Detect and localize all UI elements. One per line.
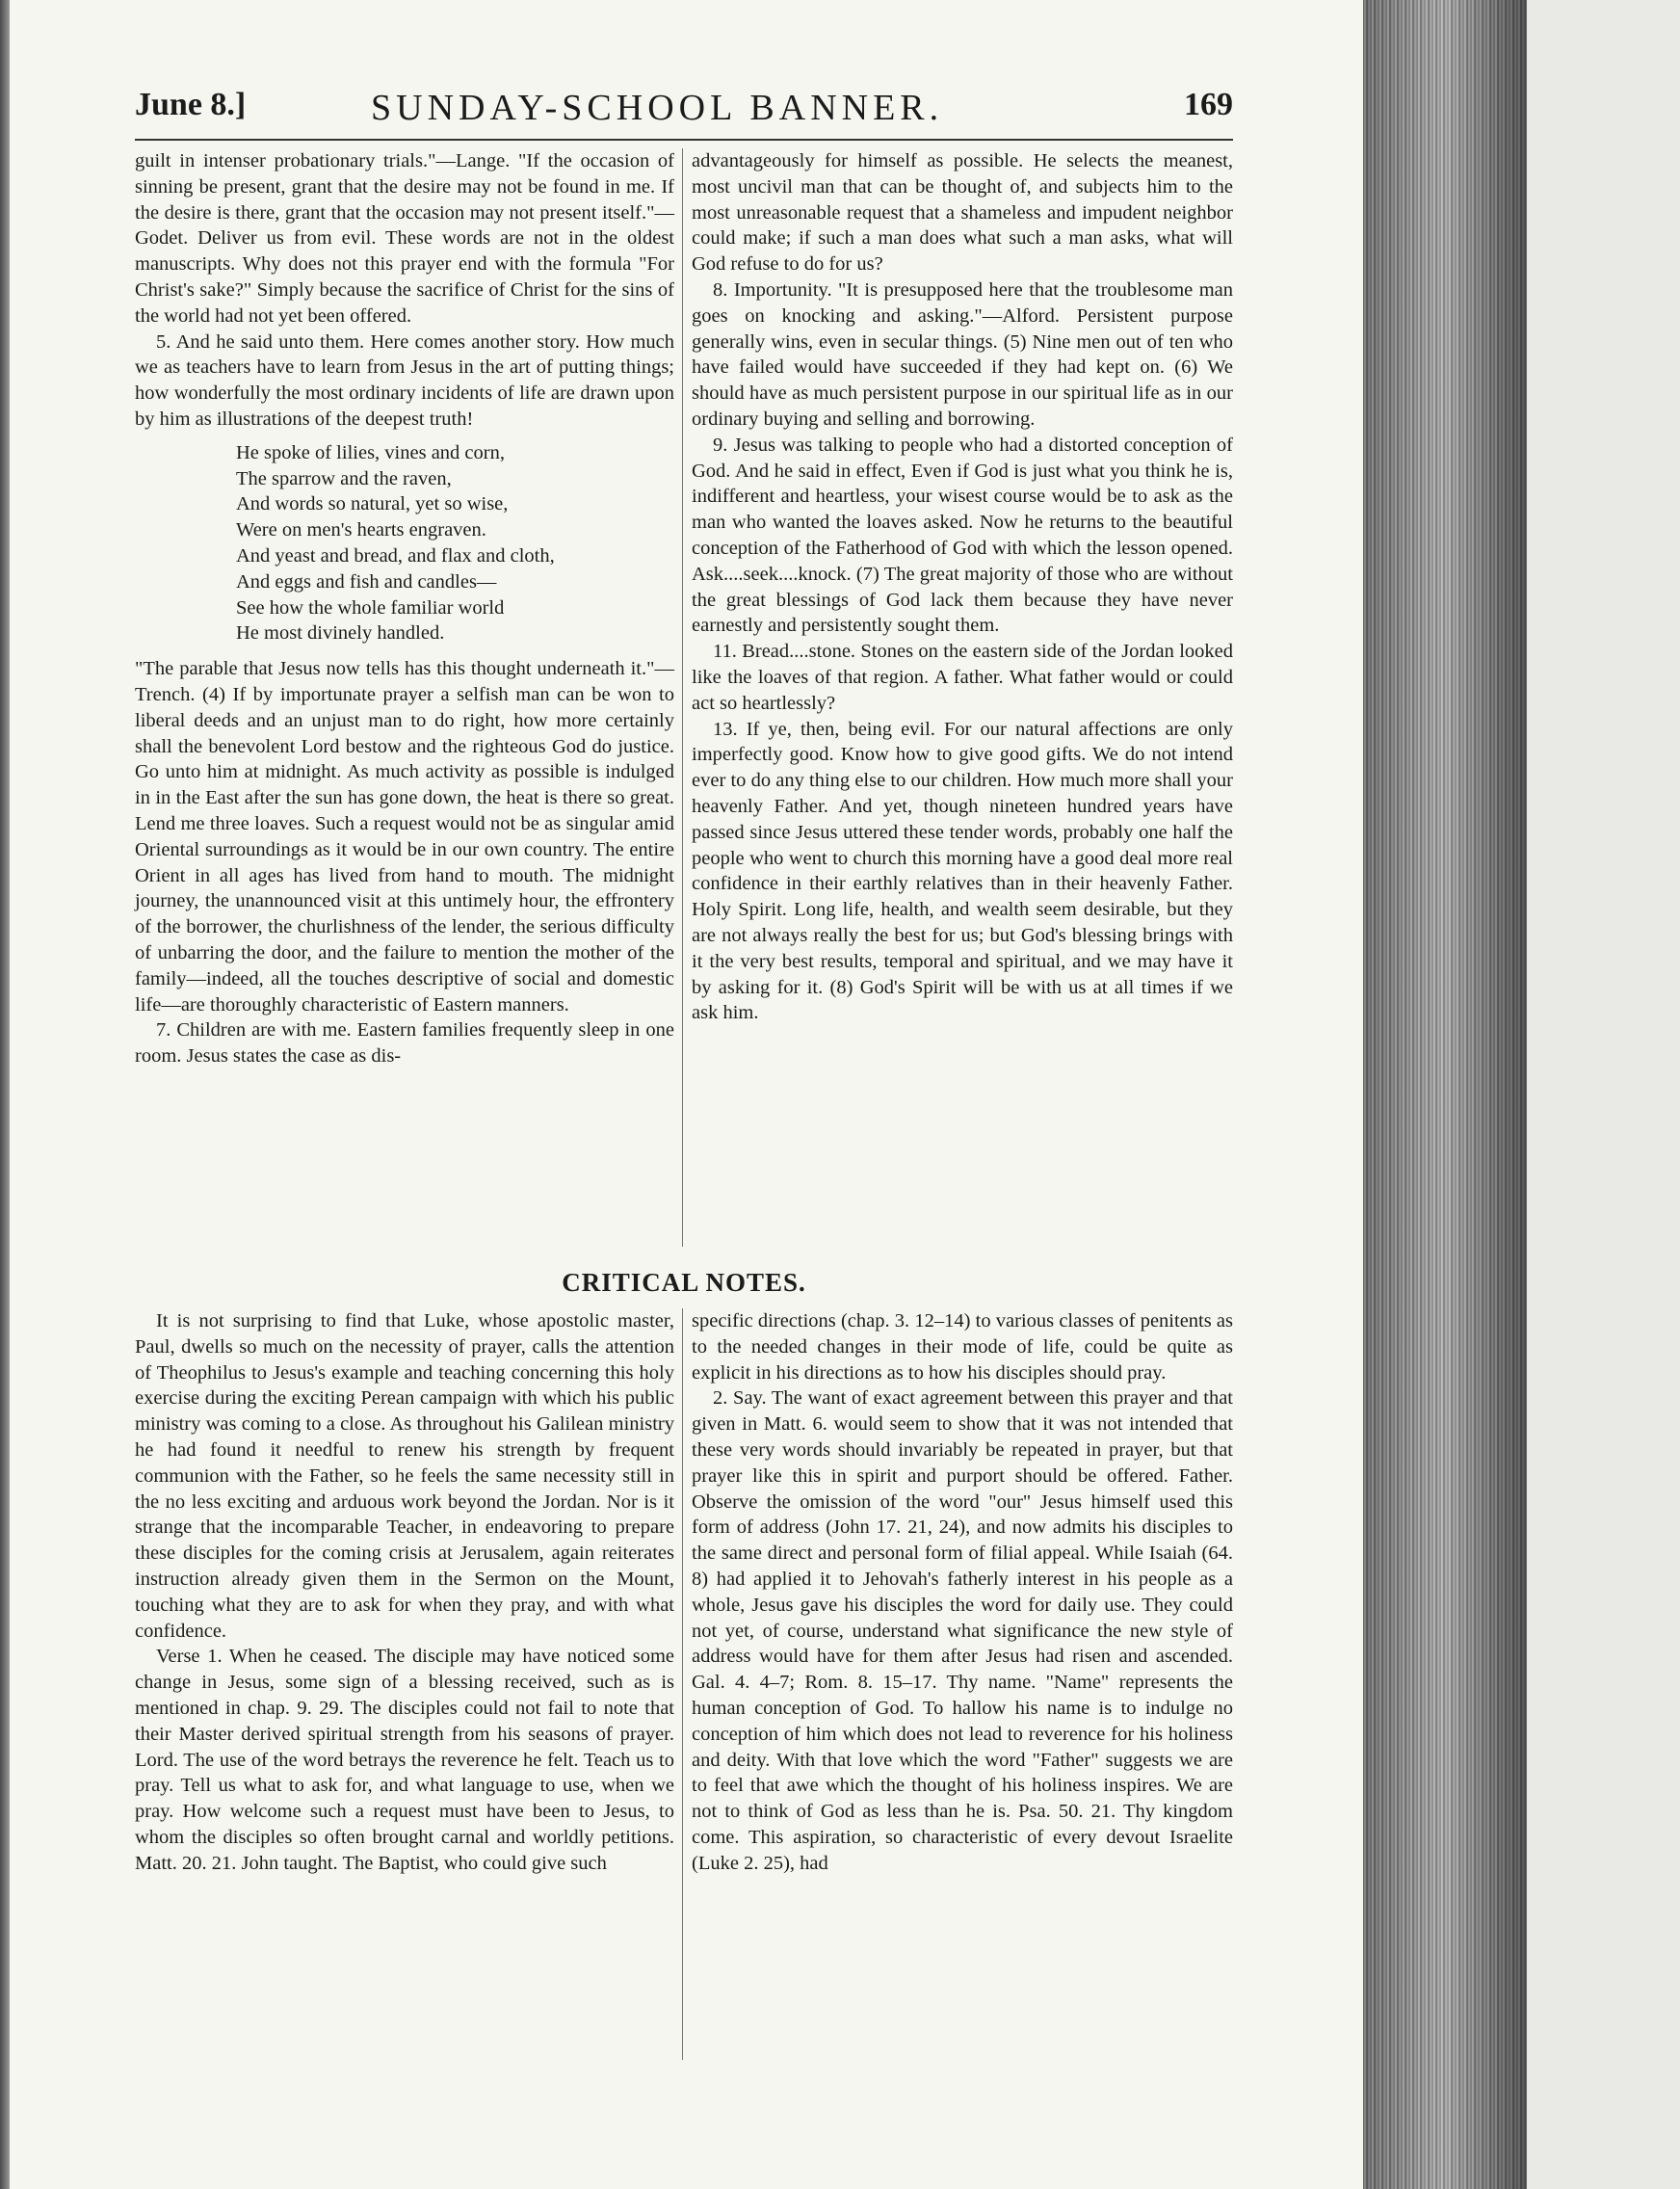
paragraph: 9. Jesus was talking to people who had a distorted conception of God. And he said in effect, Even if God is just what you think he is, indifferent and heartless, your wisest course would be to ask as the man who wanted the loaves asked. Now he returns to the beautiful conception of the Fatherhood of God with which the lesson opened. Ask....seek....knock. (7) The great majority of those who are without the great blessings of God lack them because they have never earnestly and persistently sought them. [692,434,1233,637]
paragraph: 8. Importunity. "It is presupposed here that the troublesome man goes on knocking and asking."—Alford. Persistent purpose generally wins, even in secular things. (5) Nine men out of ten who have failed would have succeeded if they had kept on. (6) We should have as much persistent purpose in our spiritual life as in our ordinary buying and selling and borrowing. [692,278,1233,430]
page-edges [1363,0,1527,2189]
paragraph: 13. If ye, then, being evil. For our natural affections are only imperfectly good. Know how to give good gifts. We do not intend ever to do any thing else to our children. How much more shall your heavenly Father. And yet, though nineteen hundred years have passed since Jesus uttered these tender words, probably one half the people who went to church this morning have a good deal more real confidence in their earthly relatives than in their heavenly Father. Holy Spirit. Long life, health, and wealth seem desirable, but they are not always really the best for us; but God's blessing brings with it the very best results, temporal and spiritual, and we may have it by asking for it. (8) God's Spirit will be with us at all times if we ask him. [692,718,1233,1024]
right-column-top [692,148,1233,1026]
paragraph: Verse 1. When he ceased. The disciple may have noticed some change in Jesus, some sign of a blessing received, such as is mentioned in chap. 9. 29. The disciples could not fail to note that their Master derived spiritual strength from his seasons of prayer. Lord. The use of the word betrays the reverence he felt. Teach us to pray. Tell us what to ask for, and what language to use, when we pray. How welcome such a request must have been to Jesus, to whom the disciples so often brought carnal and worldly petitions. Matt. 20. 21. John taught. The Baptist, who could give such [135,1646,674,1874]
paragraph: guilt in intenser probationary trials."—Lange. "If the occasion of sinning be present, grant that the desire may not be found in me. If the desire is there, grant that the occasion may not present itself."—Godet. Deliver us from evil. These words are not in the oldest manuscripts. Why does not this prayer end with the formula "For Christ's sake?" Simply because the sacrifice of Christ for the sins of the world had not yet been offered. [135,150,674,327]
section-title: CRITICAL NOTES. [562,1268,806,1297]
header-date: June 8.] [135,87,247,122]
poem-line: He spoke of lilies, vines and corn, [236,441,505,463]
poem-line: And yeast and bread, and flax and cloth, [236,544,555,567]
paragraph: It is not surprising to find that Luke, whose apostolic master, Paul, dwells so much on the necessity of prayer, calls the attention of Theophilus to Jesus's example and teaching concerning this holy exercise during the exciting Perean campaign with which his public ministry was coming to a close. As throughout his Galilean ministry he had found it needful to renew his strength by frequent communion with the Father, so he feels the same necessity still in the no less exciting and arduous work beyond the Jordan. Nor is it strange that the incomparable Teacher, in endeavoring to prepare these disciples for the coming crisis at Jerusalem, again reiterates instruction already given them in the Sermon on the Mount, touching what they are to ask for when they pray, and with what confidence. [135,1310,674,1642]
book-binding-left [0,0,10,2189]
poem-line: Were on men's hearts engraven. [236,519,486,541]
paragraph: 7. Children are with me. Eastern families frequently sleep in one room. Jesus states the case as dis- [135,1019,674,1068]
header-rule [135,139,1233,141]
column-divider-bottom [682,1308,683,2060]
page-number: 169 [1184,87,1233,122]
poem [135,440,674,646]
left-column-bottom [135,1308,674,1877]
column-divider-top [682,148,683,1247]
paragraph: "The parable that Jesus now tells has this thought underneath it."—Trench. (4) If by importunate prayer a selfish man can be won to liberal deeds and an unjust man to do right, how more certainly shall the benevolent Lord bestow and the righteous God do justice. Go unto him at midnight. As much activity as possible is indulged in in the East after the sun has gone down, the heat is there so great. Lend me three loaves. Such a request would not be as singular amid Oriental surroundings as it would be in our own country. The entire Orient in all ages has lived from hand to mouth. The midnight journey, the unannounced visit at this untimely hour, the effrontery of the borrower, the churlishness of the lender, the serious difficulty of unbarring the door, and the failure to mention the mother of the family—indeed, all the touches descriptive of social and domestic life—are thoroughly characteristic of Eastern manners. [135,658,674,1015]
paragraph: 5. And he said unto them. Here comes another story. How much we as teachers have to learn from Jesus in the art of putting things; how wonderfully the most ordinary incidents of life are drawn upon by him as illustrations of the deepest truth! [135,330,674,430]
poem-line: And eggs and fish and candles— [236,570,497,593]
paragraph: 11. Bread....stone. Stones on the eastern side of the Jordan looked like the loaves of that region. A father. What father would or could act so heartlessly? [692,641,1233,714]
running-header [135,87,1233,135]
header-title: SUNDAY-SCHOOL BANNER. [371,88,944,128]
paragraph: specific directions (chap. 3. 12–14) to various classes of penitents as to the needed changes in their mode of life, could be quite as explicit in his directions as to how his disciples should pray. [692,1310,1233,1384]
poem-line: The sparrow and the raven, [236,467,452,489]
poem-line: He most divinely handled. [236,622,445,645]
paragraph: advantageously for himself as possible. He selects the meanest, most uncivil man that can be thought of, and subjects him to the most unreasonable request that a shameless and impudent neighbor could make; if such a man does what such a man asks, what will God refuse to do for us? [692,150,1233,276]
left-column-top [135,148,674,1069]
scan-margin [1527,0,1680,2189]
right-column-bottom [692,1308,1233,1877]
paragraph: 2. Say. The want of exact agreement between this prayer and that given in Matt. 6. would seem to show that it was not intended that these very words should invariably be repeated in prayer, but that prayer like this in spirit and purport should be offered. Father. Observe the omission of the word "our" Jesus himself used this form of address (John 17. 21, 24), and now admits his disciples to the same direct and personal form of filial appeal. While Isaiah (64. 8) had applied it to Jehovah's fatherly interest in his people as a whole, Jesus gave his disciples the word for daily use. They could not yet, of course, understand what significance the new style of address would have for them after Jesus had risen and ascended. Gal. 4. 4–7; Rom. 8. 15–17. Thy name. "Name" represents the human conception of God. To hallow his name is to indulge no conception of him which does not lead to reverence for his holiness and deity. With that love which the word "Father" suggests we are to feel that awe which the thought of his holiness inspires. We are not to think of God as less than he is. Psa. 50. 21. Thy kingdom come. This aspiration, so characteristic of every devout Israelite (Luke 2. 25), had [692,1387,1233,1874]
poem-line: See how the whole familiar world [236,596,505,619]
poem-line: And words so natural, yet so wise, [236,493,509,515]
